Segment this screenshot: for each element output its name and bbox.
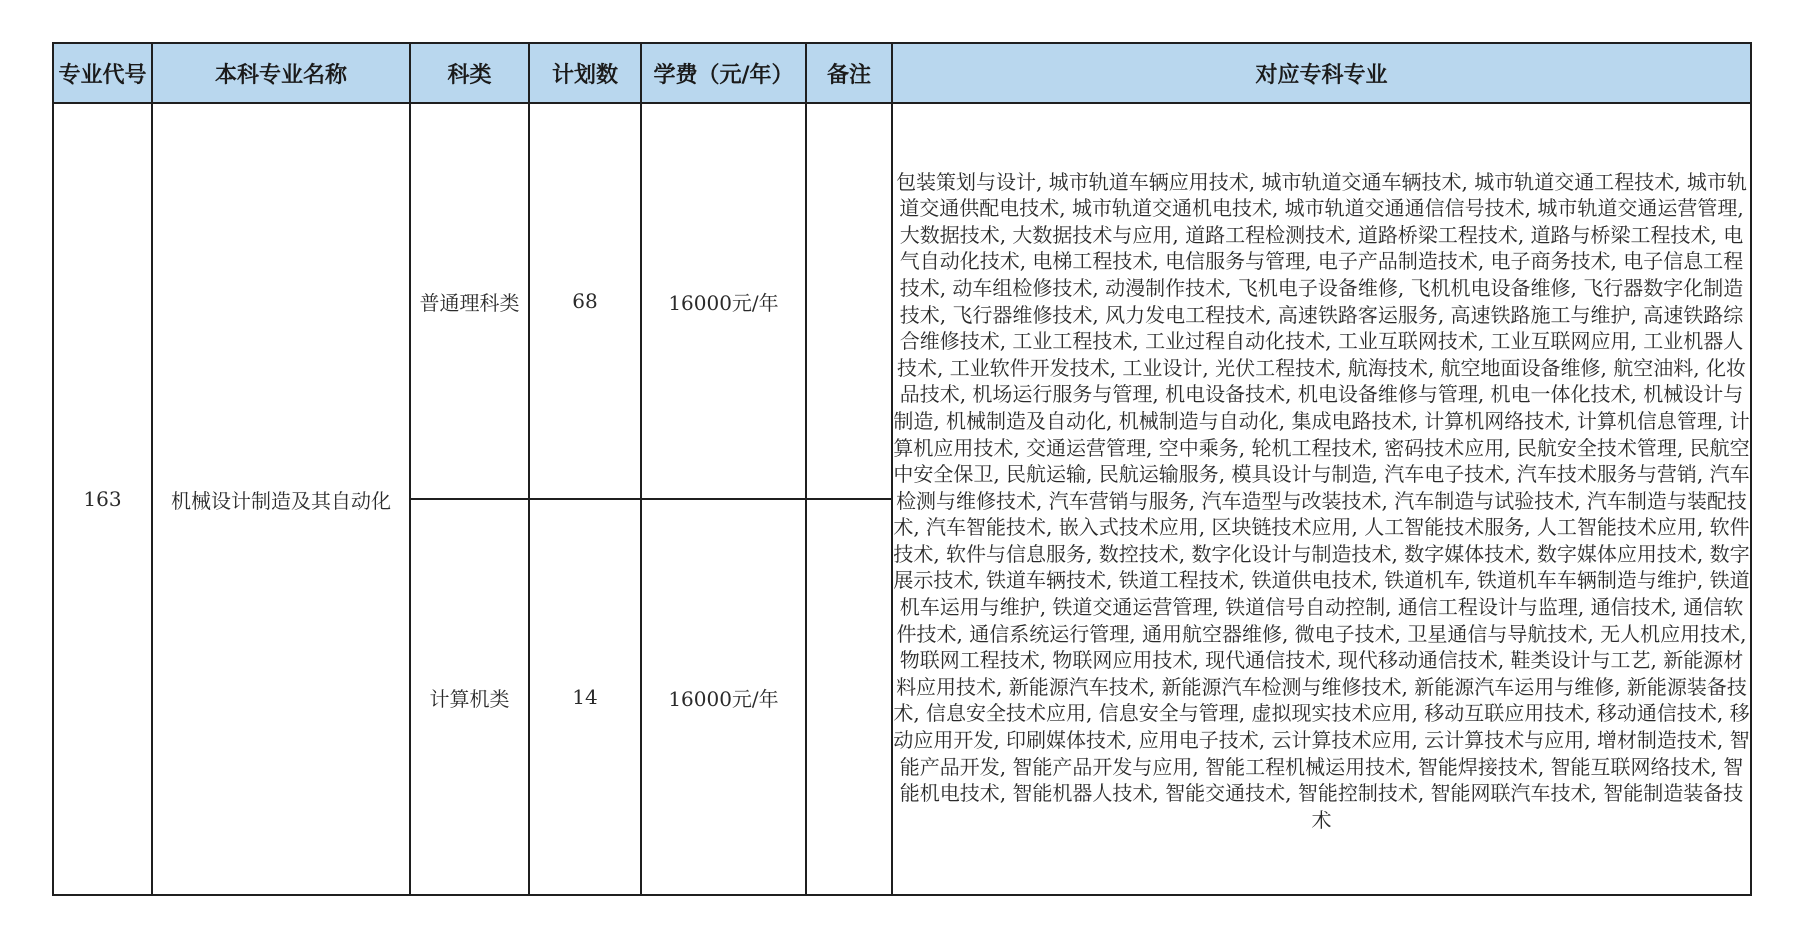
header-category: 科类 (410, 43, 529, 103)
header-major-code: 专业代号 (53, 43, 152, 103)
tuition-cell: 16000元/年 (641, 103, 806, 499)
header-plan-count: 计划数 (529, 43, 641, 103)
header-major-name: 本科专业名称 (152, 43, 410, 103)
header-remark: 备注 (806, 43, 892, 103)
major-name-cell: 机械设计制造及其自动化 (152, 103, 410, 895)
remark-cell (806, 499, 892, 895)
table-row (53, 103, 1751, 499)
table-header-row (53, 43, 1751, 103)
corresponding-specialties-cell (892, 103, 1751, 895)
admission-plan-table (52, 42, 1752, 896)
category-cell: 普通理科类 (410, 103, 529, 499)
category-cell: 计算机类 (410, 499, 529, 895)
plan-count-cell: 14 (529, 499, 641, 895)
plan-count-cell: 68 (529, 103, 641, 499)
tuition-cell: 16000元/年 (641, 499, 806, 895)
specialties-list-text: 包装策划与设计, 城市轨道车辆应用技术, 城市轨道交通车辆技术, 城市轨道交通工程技术, 城市轨道交通供配电技术, 城市轨道交通机电技术, 城市轨道交通通信信号技术, 城市轨道交通运营管理, 大数据技术, 大数据技术与应用, 道路工程检测技术, 道路桥梁工程技术, 道路与桥梁工程技术, 电气自动化技术, 电梯工程技术, 电信服务与管理, 电子产品制造技术, 电子商务技术, 电子信息工程技术, 动车组检修技术, 动漫制作技术, 飞机电子设备维修, 飞机机电设备维修, 飞行器数字化制造技术, 飞行器维修技术, 风力发电工程技术, 高速铁路客运服务, 高速铁路施工与维护, 高速铁路综合维修技术, 工业工程技术, 工业过程自动化技术, 工业互联网技术, 工业互联网应用, 工业机器人技术, 工业软件开发技术, 工业设计, 光伏工程技术, 航海技术, 航空地面设备维修, 航空油料, 化妆品技术, 机场运行服务与管理, 机电设备技术, 机电设备维修与管理, 机电一体化技术, 机械设计与制造, 机械制造及自动化, 机械制造与自动化, 集成电路技术, 计算机网络技术, 计算机信息管理, 计算机应用技术, 交通运营管理, 空中乘务, 轮机工程技术, 密码技术应用, 民航安全技术管理, 民航空中安全保卫, 民航运输, 民航运输服务, 模具设计与制造, 汽车电子技术, 汽车技术服务与营销, 汽车检测与维修技术, 汽车营销与服务, 汽车造型与改装技术, 汽车制造与试验技术, 汽车制造与装配技术, 汽车智能技术, 嵌入式技术应用, 区块链技术应用, 人工智能技术服务, 人工智能技术应用, 软件技术, 软件与信息服务, 数控技术, 数字化设计与制造技术, 数字媒体技术, 数字媒体应用技术, 数字展示技术, 铁道车辆技术, 铁道工程技术, 铁道供电技术, 铁道机车, 铁道机车车辆制造与维护, 铁道机车运用与维护, 铁道交通运营管理, 铁道信号自动控制, 通信工程设计与监理, 通信技术, 通信软件技术, 通信系统运行管理, 通用航空器维修, 微电子技术, 卫星通信与导航技术, 无人机应用技术, 物联网工程技术, 物联网应用技术, 现代通信技术, 现代移动通信技术, 鞋类设计与工艺, 新能源材料应用技术, 新能源汽车技术, 新能源汽车检测与维修技术, 新能源汽车运用与维修, 新能源装备技术, 信息安全技术应用, 信息安全与管理, 虚拟现实技术应用, 移动互联应用技术, 移动通信技术, 移动应用开发, 印刷媒体技术, 应用电子技术, 云计算技术应用, 云计算技术与应用, 增材制造技术, 智能产品开发, 智能产品开发与应用, 智能工程机械运用技术, 智能焊接技术, 智能互联网络技术, 智能机电技术, 智能机器人技术, 智能交通技术, 智能控制技术, 智能网联汽车技术, 智能制造装备技术 (893, 169, 1750, 832)
header-tuition: 学费（元/年） (641, 43, 806, 103)
remark-cell (806, 103, 892, 499)
header-corresponding-specialties: 对应专科专业 (892, 43, 1751, 103)
major-code-cell: 163 (53, 103, 152, 895)
